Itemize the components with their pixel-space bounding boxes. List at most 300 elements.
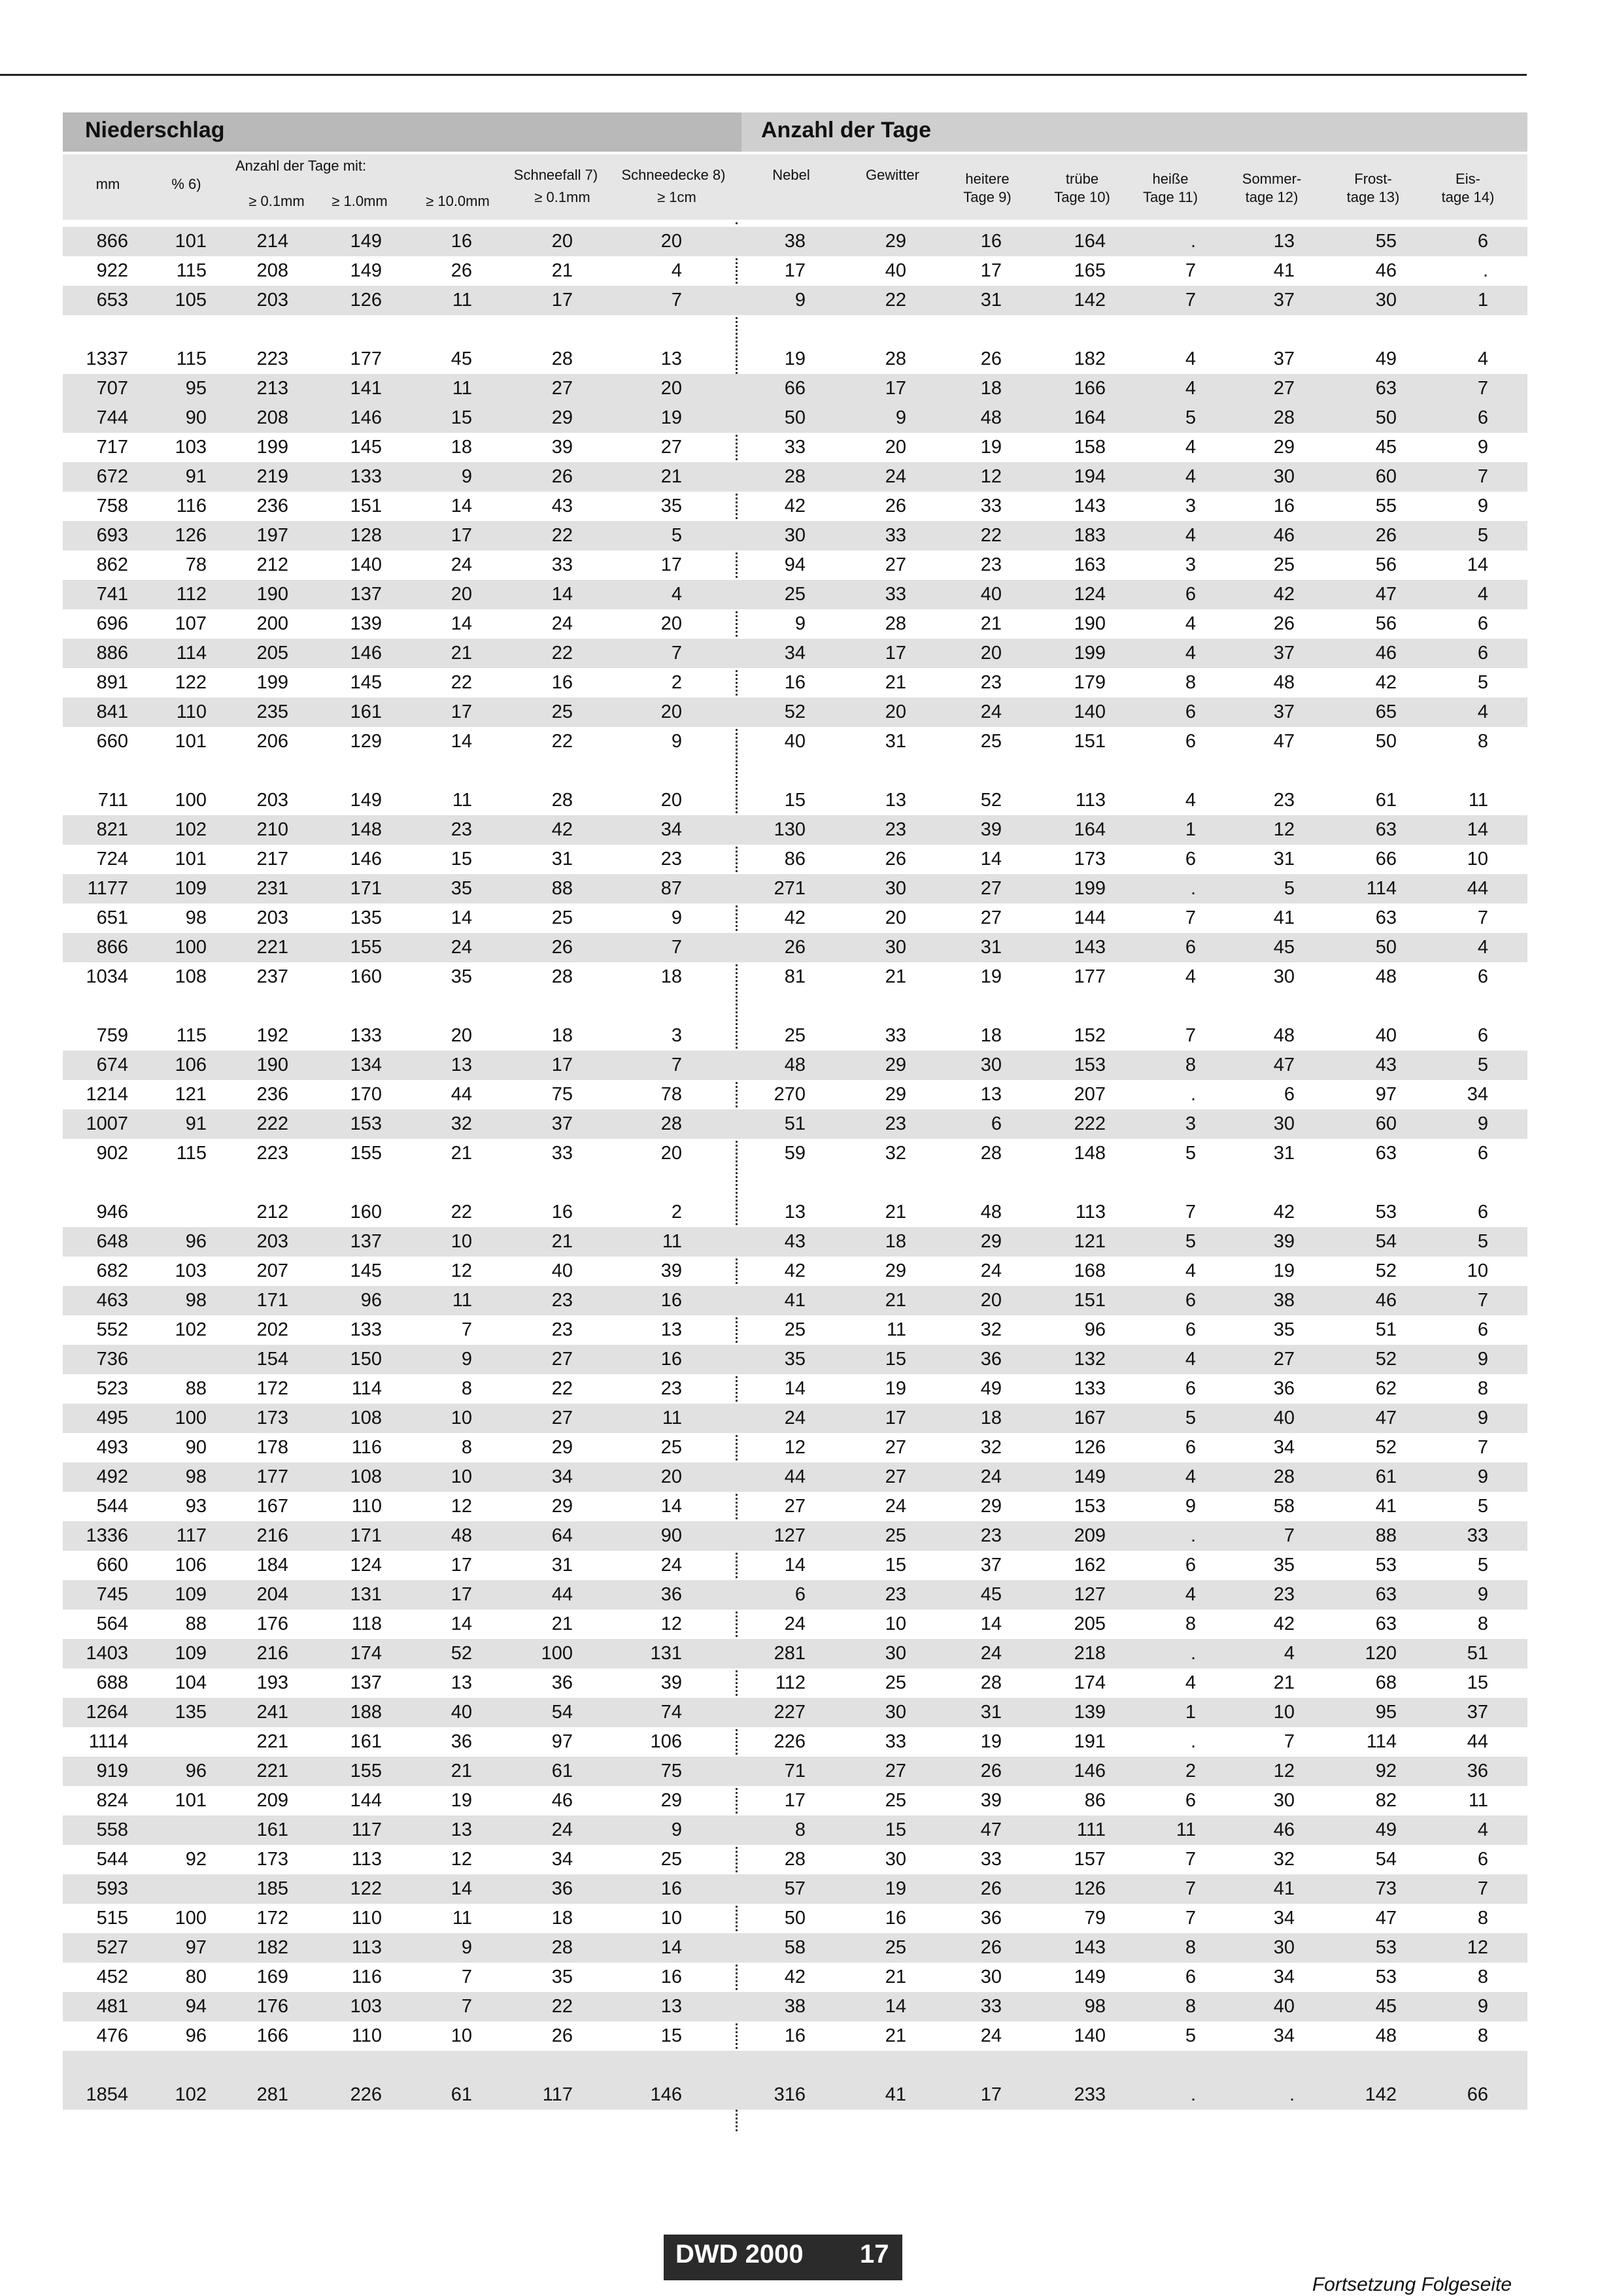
table-cell: . bbox=[1289, 2084, 1295, 2105]
table-cell: 96 bbox=[185, 2025, 207, 2046]
table-cell: 173 bbox=[256, 1408, 288, 1428]
table-cell: 100 bbox=[541, 1643, 573, 1664]
table-cell: 108 bbox=[175, 966, 207, 987]
table-cell: 8 bbox=[1477, 1908, 1488, 1929]
table-cell: 26 bbox=[885, 849, 906, 869]
table-cell: 88 bbox=[551, 878, 573, 899]
table-row bbox=[63, 874, 1527, 903]
table-cell: 78 bbox=[660, 1084, 682, 1105]
table-cell: 1 bbox=[1185, 1702, 1196, 1723]
table-cell: 26 bbox=[551, 2025, 573, 2046]
table-cell: 23 bbox=[551, 1319, 573, 1340]
table-cell: 37 bbox=[1273, 348, 1295, 369]
table-cell: 28 bbox=[551, 348, 573, 369]
table-cell: 15 bbox=[451, 849, 472, 869]
table-cell: 28 bbox=[551, 790, 573, 811]
table-cell: 221 bbox=[256, 1731, 288, 1752]
table-cell: 158 bbox=[1074, 437, 1106, 458]
table-cell: 114 bbox=[351, 1378, 382, 1399]
table-cell: 212 bbox=[256, 554, 288, 575]
table-cell: 16 bbox=[784, 672, 806, 693]
table-cell: 271 bbox=[774, 878, 806, 899]
table-cell: 47 bbox=[1375, 1408, 1397, 1428]
table-cell: 154 bbox=[256, 1349, 288, 1370]
table-cell: 17 bbox=[980, 260, 1002, 281]
table-cell: 16 bbox=[551, 1202, 573, 1223]
table-row bbox=[63, 550, 1527, 580]
table-cell: 103 bbox=[175, 1260, 207, 1281]
table-cell: 137 bbox=[350, 584, 382, 605]
table-cell: 14 bbox=[980, 849, 1002, 869]
table-cell: 135 bbox=[175, 1702, 207, 1723]
table-cell: 112 bbox=[176, 584, 207, 605]
table-cell: 143 bbox=[1074, 937, 1106, 958]
table-cell: 24 bbox=[784, 1408, 806, 1428]
table-cell: 33 bbox=[885, 1731, 906, 1752]
col-header-schneedecke-sub: ≥ 1cm bbox=[657, 189, 696, 205]
table-cell: 21 bbox=[451, 643, 472, 664]
table-cell: 7 bbox=[1185, 1202, 1196, 1223]
table-cell: 48 bbox=[980, 1202, 1002, 1223]
table-cell: 40 bbox=[1273, 1408, 1295, 1428]
table-cell: 17 bbox=[451, 1584, 472, 1605]
table-cell: 20 bbox=[660, 1466, 682, 1487]
table-cell: 52 bbox=[1375, 1260, 1397, 1281]
table-cell: 38 bbox=[784, 1996, 806, 2017]
table-cell: 37 bbox=[1273, 643, 1295, 664]
table-cell: 23 bbox=[660, 849, 682, 869]
table-cell: 6 bbox=[1185, 849, 1196, 869]
table-cell: . bbox=[1190, 1084, 1196, 1105]
table-cell: 6 bbox=[1185, 1378, 1196, 1399]
table-cell: 30 bbox=[885, 937, 906, 958]
table-cell: 106 bbox=[650, 1731, 682, 1752]
table-cell: 8 bbox=[1477, 731, 1488, 752]
table-cell: 18 bbox=[885, 1231, 906, 1252]
table-cell: 6 bbox=[1185, 1437, 1196, 1458]
table-cell: 178 bbox=[256, 1437, 288, 1458]
table-cell: 63 bbox=[1375, 1613, 1397, 1634]
table-cell: 44 bbox=[1467, 878, 1488, 899]
table-cell: 4 bbox=[1185, 525, 1196, 546]
table-cell: 52 bbox=[1375, 1349, 1397, 1370]
table-cell: 34 bbox=[1273, 1908, 1295, 1929]
table-spacer-row bbox=[63, 2051, 1527, 2080]
table-cell: 203 bbox=[256, 290, 288, 311]
table-cell: 90 bbox=[185, 1437, 207, 1458]
table-cell bbox=[128, 1727, 207, 1757]
table-cell: 6 bbox=[1185, 1967, 1196, 1987]
table-cell: 47 bbox=[980, 1819, 1002, 1840]
table-cell: 25 bbox=[885, 1790, 906, 1811]
table-cell: 744 bbox=[96, 407, 128, 428]
table-cell: 7 bbox=[1185, 907, 1196, 928]
table-cell: 16 bbox=[660, 1349, 682, 1370]
table-cell: 25 bbox=[660, 1437, 682, 1458]
table-cell: 6 bbox=[1185, 731, 1196, 752]
table-cell: 13 bbox=[980, 1084, 1002, 1105]
table-row bbox=[63, 521, 1527, 550]
table-cell: 651 bbox=[96, 907, 128, 928]
table-cell: 115 bbox=[176, 348, 207, 369]
table-row bbox=[63, 1080, 1527, 1109]
table-cell: 13 bbox=[451, 1672, 472, 1693]
table-cell: 14 bbox=[885, 1996, 906, 2017]
table-row bbox=[63, 1815, 1527, 1845]
table-cell: 6 bbox=[1477, 643, 1488, 664]
table-cell: 316 bbox=[774, 2084, 806, 2105]
table-cell: 20 bbox=[660, 378, 682, 399]
table-cell: 151 bbox=[1074, 1290, 1106, 1311]
table-cell: 862 bbox=[96, 554, 128, 575]
table-cell: 8 bbox=[1477, 2025, 1488, 2046]
table-cell: 10 bbox=[451, 2025, 472, 2046]
table-cell: 93 bbox=[185, 1496, 207, 1517]
table-cell: 177 bbox=[350, 348, 382, 369]
table-cell: 205 bbox=[256, 643, 288, 664]
table-cell: 44 bbox=[451, 1084, 472, 1105]
table-cell: 4 bbox=[1185, 378, 1196, 399]
table-cell: 100 bbox=[175, 790, 207, 811]
table-spacer-row bbox=[63, 315, 1527, 345]
table-cell: 24 bbox=[980, 701, 1002, 722]
table-cell: 12 bbox=[784, 1437, 806, 1458]
table-cell: 16 bbox=[451, 231, 472, 252]
table-cell: 192 bbox=[256, 1025, 288, 1046]
table-cell: 144 bbox=[350, 1790, 382, 1811]
table-cell: 15 bbox=[1467, 1672, 1488, 1693]
table-cell: 33 bbox=[784, 437, 806, 458]
table-cell: 120 bbox=[1365, 1643, 1397, 1664]
table-cell: 4 bbox=[1185, 966, 1196, 987]
table-cell: 209 bbox=[1074, 1525, 1106, 1546]
table-cell: 15 bbox=[784, 790, 806, 811]
table-cell: 8 bbox=[1477, 1613, 1488, 1634]
table-cell: 131 bbox=[650, 1643, 682, 1664]
table-cell: 14 bbox=[660, 1496, 682, 1517]
table-cell: 79 bbox=[1084, 1908, 1106, 1929]
table-cell: 4 bbox=[1185, 1584, 1196, 1605]
table-cell: 17 bbox=[784, 1790, 806, 1811]
table-row bbox=[63, 962, 1527, 992]
table-cell: 7 bbox=[671, 290, 682, 311]
table-cell: 101 bbox=[175, 231, 207, 252]
table-cell: 5 bbox=[1185, 1231, 1196, 1252]
table-cell: 185 bbox=[256, 1878, 288, 1899]
table-cell: 107 bbox=[175, 613, 207, 634]
table-cell: 10 bbox=[885, 1613, 906, 1634]
group-header-niederschlag-band bbox=[63, 112, 741, 152]
table-row bbox=[63, 286, 1527, 315]
table-row bbox=[63, 1639, 1527, 1668]
table-cell: 11 bbox=[452, 378, 472, 399]
table-cell: 66 bbox=[784, 378, 806, 399]
table-cell: 46 bbox=[551, 1790, 573, 1811]
table-spacer-row bbox=[63, 992, 1527, 1021]
table-cell: 66 bbox=[1375, 849, 1397, 869]
table-cell: 5 bbox=[1477, 672, 1488, 693]
table-cell: 20 bbox=[980, 1290, 1002, 1311]
table-cell: 37 bbox=[1273, 701, 1295, 722]
table-cell: 18 bbox=[980, 1025, 1002, 1046]
table-cell: 6 bbox=[1185, 1290, 1196, 1311]
table-cell: 63 bbox=[1375, 378, 1397, 399]
table-cell: 653 bbox=[96, 290, 128, 311]
table-cell: 7 bbox=[671, 1055, 682, 1075]
table-cell: 34 bbox=[551, 1466, 573, 1487]
table-cell: 18 bbox=[980, 1408, 1002, 1428]
table-cell: 25 bbox=[980, 731, 1002, 752]
table-cell: 5 bbox=[1185, 1143, 1196, 1164]
table-cell: 23 bbox=[1273, 1584, 1295, 1605]
table-cell: 149 bbox=[1074, 1967, 1106, 1987]
table-cell: 9 bbox=[794, 613, 806, 634]
footer-badge bbox=[664, 2235, 902, 2280]
table-cell: 118 bbox=[351, 1613, 382, 1634]
table-cell: 135 bbox=[350, 907, 382, 928]
table-cell: 24 bbox=[451, 937, 472, 958]
table-cell: 43 bbox=[784, 1231, 806, 1252]
table-cell: 8 bbox=[1185, 1055, 1196, 1075]
table-cell: 674 bbox=[96, 1055, 128, 1075]
table-cell: 53 bbox=[1375, 1555, 1397, 1576]
table-cell: 236 bbox=[256, 496, 288, 516]
table-cell: 110 bbox=[351, 2025, 382, 2046]
table-cell: 109 bbox=[175, 878, 207, 899]
table-cell: 29 bbox=[551, 1496, 573, 1517]
table-cell: 552 bbox=[96, 1319, 128, 1340]
table-cell: 19 bbox=[980, 1731, 1002, 1752]
table-cell: 10 bbox=[1467, 1260, 1488, 1281]
table-cell: 148 bbox=[350, 819, 382, 840]
table-cell: 20 bbox=[660, 613, 682, 634]
table-cell: 4 bbox=[671, 584, 682, 605]
table-cell: . bbox=[1482, 260, 1488, 281]
table-row bbox=[63, 1315, 1527, 1345]
table-cell: 13 bbox=[451, 1055, 472, 1075]
table-cell: 146 bbox=[1074, 1761, 1106, 1781]
table-cell: 15 bbox=[451, 407, 472, 428]
table-cell: 31 bbox=[1273, 1143, 1295, 1164]
table-cell: 167 bbox=[1074, 1408, 1106, 1428]
table-cell: 14 bbox=[784, 1555, 806, 1576]
table-cell: 65 bbox=[1375, 701, 1397, 722]
table-cell: 94 bbox=[784, 554, 806, 575]
col-header-schneedecke: Schneedecke 8) bbox=[621, 167, 726, 183]
table-cell: 5 bbox=[1477, 1055, 1488, 1075]
table-cell: 29 bbox=[885, 1260, 906, 1281]
table-cell: 222 bbox=[1074, 1113, 1106, 1134]
table-cell: 103 bbox=[175, 437, 207, 458]
col-header-schneefall: Schneefall 7) bbox=[513, 167, 598, 183]
table-cell: 88 bbox=[185, 1613, 207, 1634]
table-cell: 167 bbox=[256, 1496, 288, 1517]
table-cell: 4 bbox=[1477, 584, 1488, 605]
table-cell: 30 bbox=[885, 1643, 906, 1664]
table-cell: 5 bbox=[1185, 407, 1196, 428]
table-cell: 25 bbox=[1273, 554, 1295, 575]
table-row bbox=[63, 1874, 1527, 1904]
table-row bbox=[63, 1933, 1527, 1963]
table-cell: . bbox=[1190, 1643, 1196, 1664]
table-cell: 14 bbox=[784, 1378, 806, 1399]
table-cell: 35 bbox=[1273, 1555, 1295, 1576]
table-cell: 902 bbox=[96, 1143, 128, 1164]
table-cell: 10 bbox=[1467, 849, 1488, 869]
table-cell: 4 bbox=[1185, 1466, 1196, 1487]
table-cell: 151 bbox=[1074, 731, 1106, 752]
table-cell: 7 bbox=[1477, 1878, 1488, 1899]
table-cell: 146 bbox=[650, 2084, 682, 2105]
table-cell: 105 bbox=[175, 290, 207, 311]
table-cell: 672 bbox=[96, 466, 128, 487]
table-cell: 164 bbox=[1074, 231, 1106, 252]
table-cell: 209 bbox=[256, 1790, 288, 1811]
table-cell: 146 bbox=[350, 849, 382, 869]
table-cell bbox=[128, 1198, 207, 1227]
table-cell: 101 bbox=[175, 731, 207, 752]
table-cell: 7 bbox=[1477, 907, 1488, 928]
table-cell: 110 bbox=[351, 1496, 382, 1517]
table-cell: 103 bbox=[350, 1996, 382, 2017]
table-cell: 21 bbox=[980, 613, 1002, 634]
table-cell: 1 bbox=[1185, 819, 1196, 840]
table-row bbox=[63, 786, 1527, 815]
table-cell: 24 bbox=[980, 1466, 1002, 1487]
table-cell: 38 bbox=[1273, 1290, 1295, 1311]
table-cell: 115 bbox=[176, 1025, 207, 1046]
col-header-sommertage: Sommer- tage 12) bbox=[1242, 171, 1302, 205]
table-cell: 222 bbox=[256, 1113, 288, 1134]
table-cell: 207 bbox=[256, 1260, 288, 1281]
table-cell: 144 bbox=[1074, 907, 1106, 928]
table-cell: 145 bbox=[350, 1260, 382, 1281]
table-cell: 98 bbox=[1084, 1996, 1106, 2017]
table-cell: 98 bbox=[185, 907, 207, 928]
table-row bbox=[63, 1551, 1527, 1580]
table-cell: 30 bbox=[1375, 290, 1397, 311]
table-cell: 100 bbox=[175, 1908, 207, 1929]
table-cell: 35 bbox=[784, 1349, 806, 1370]
table-cell: 36 bbox=[1273, 1378, 1295, 1399]
table-spacer-row bbox=[63, 1168, 1527, 1198]
table-cell: 131 bbox=[350, 1584, 382, 1605]
table-row bbox=[63, 1139, 1527, 1168]
table-cell: 7 bbox=[1185, 260, 1196, 281]
table-cell: 34 bbox=[1467, 1084, 1488, 1105]
table-row bbox=[63, 933, 1527, 962]
table-cell: 9 bbox=[1185, 1496, 1196, 1517]
table-cell: 24 bbox=[980, 1260, 1002, 1281]
table-cell: 24 bbox=[551, 1819, 573, 1840]
table-cell: 153 bbox=[1074, 1055, 1106, 1075]
col-header-nebel: Nebel bbox=[772, 167, 810, 183]
table-cell: 3 bbox=[1185, 554, 1196, 575]
table-cell: 4 bbox=[1477, 348, 1488, 369]
table-cell: 24 bbox=[885, 1496, 906, 1517]
table-cell: 593 bbox=[96, 1878, 128, 1899]
table-cell: 3 bbox=[1185, 1113, 1196, 1134]
table-cell: 7 bbox=[1284, 1731, 1295, 1752]
table-cell: 213 bbox=[256, 378, 288, 399]
table-cell: 5 bbox=[1477, 525, 1488, 546]
table-cell: 9 bbox=[1477, 1349, 1488, 1370]
table-cell: 98 bbox=[185, 1466, 207, 1487]
table-cell: 17 bbox=[551, 1055, 573, 1075]
table-cell: 60 bbox=[1375, 466, 1397, 487]
table-cell: 23 bbox=[885, 1584, 906, 1605]
table-cell: 34 bbox=[1273, 1967, 1295, 1987]
table-cell: 212 bbox=[256, 1202, 288, 1223]
table-cell: 190 bbox=[1074, 613, 1106, 634]
table-cell: 13 bbox=[660, 1996, 682, 2017]
table-cell: 682 bbox=[96, 1260, 128, 1281]
table-cell: 217 bbox=[256, 849, 288, 869]
table-cell: 31 bbox=[551, 849, 573, 869]
table-cell: 146 bbox=[350, 643, 382, 664]
table-cell: 109 bbox=[175, 1584, 207, 1605]
table-cell: 151 bbox=[350, 496, 382, 516]
table-cell: 191 bbox=[1074, 1731, 1106, 1752]
table-cell: 1114 bbox=[88, 1731, 128, 1752]
table-cell: 44 bbox=[551, 1584, 573, 1605]
col-header-mm: mm bbox=[95, 176, 120, 192]
table-cell: 2 bbox=[671, 1202, 682, 1223]
table-cell: 114 bbox=[1366, 1731, 1397, 1752]
table-cell: 57 bbox=[784, 1878, 806, 1899]
table-cell: 42 bbox=[1273, 1613, 1295, 1634]
table-cell: 35 bbox=[451, 878, 472, 899]
table-cell: 14 bbox=[451, 907, 472, 928]
table-cell: 139 bbox=[1074, 1702, 1106, 1723]
table-cell: 203 bbox=[256, 907, 288, 928]
table-cell: 17 bbox=[885, 1408, 906, 1428]
table-cell bbox=[128, 1874, 207, 1904]
table-cell: 50 bbox=[1375, 407, 1397, 428]
table-cell: 22 bbox=[551, 525, 573, 546]
table-cell: 140 bbox=[1074, 701, 1106, 722]
table-cell: 1177 bbox=[87, 878, 128, 899]
table-row bbox=[63, 609, 1527, 639]
table-cell: 63 bbox=[1375, 819, 1397, 840]
table-cell: 29 bbox=[885, 1084, 906, 1105]
table-cell: 17 bbox=[885, 643, 906, 664]
table-cell: 92 bbox=[1375, 1761, 1397, 1781]
table-cell: 177 bbox=[256, 1466, 288, 1487]
table-cell: 12 bbox=[451, 1849, 472, 1870]
table-cell: 43 bbox=[1375, 1055, 1397, 1075]
table-row bbox=[63, 492, 1527, 521]
col-header-heitere: heitere Tage 9) bbox=[963, 171, 1012, 205]
table-cell: 495 bbox=[96, 1408, 128, 1428]
table-cell: 10 bbox=[451, 1466, 472, 1487]
table-cell: 10 bbox=[451, 1408, 472, 1428]
table-cell: 6 bbox=[1477, 407, 1488, 428]
table-cell: 171 bbox=[350, 878, 382, 899]
footer-note: Fortsetzung Folgeseite bbox=[1312, 2274, 1512, 2295]
table-row bbox=[63, 374, 1527, 403]
table-row bbox=[63, 1963, 1527, 1992]
table-row bbox=[63, 1257, 1527, 1286]
table-cell: 32 bbox=[980, 1437, 1002, 1458]
table-cell: 9 bbox=[794, 290, 806, 311]
table-cell: 121 bbox=[175, 1084, 207, 1105]
table-cell: 20 bbox=[885, 907, 906, 928]
table-cell: 17 bbox=[660, 554, 682, 575]
table-cell: 97 bbox=[551, 1731, 573, 1752]
table-cell: 39 bbox=[660, 1260, 682, 1281]
table-cell: 40 bbox=[551, 1260, 573, 1281]
